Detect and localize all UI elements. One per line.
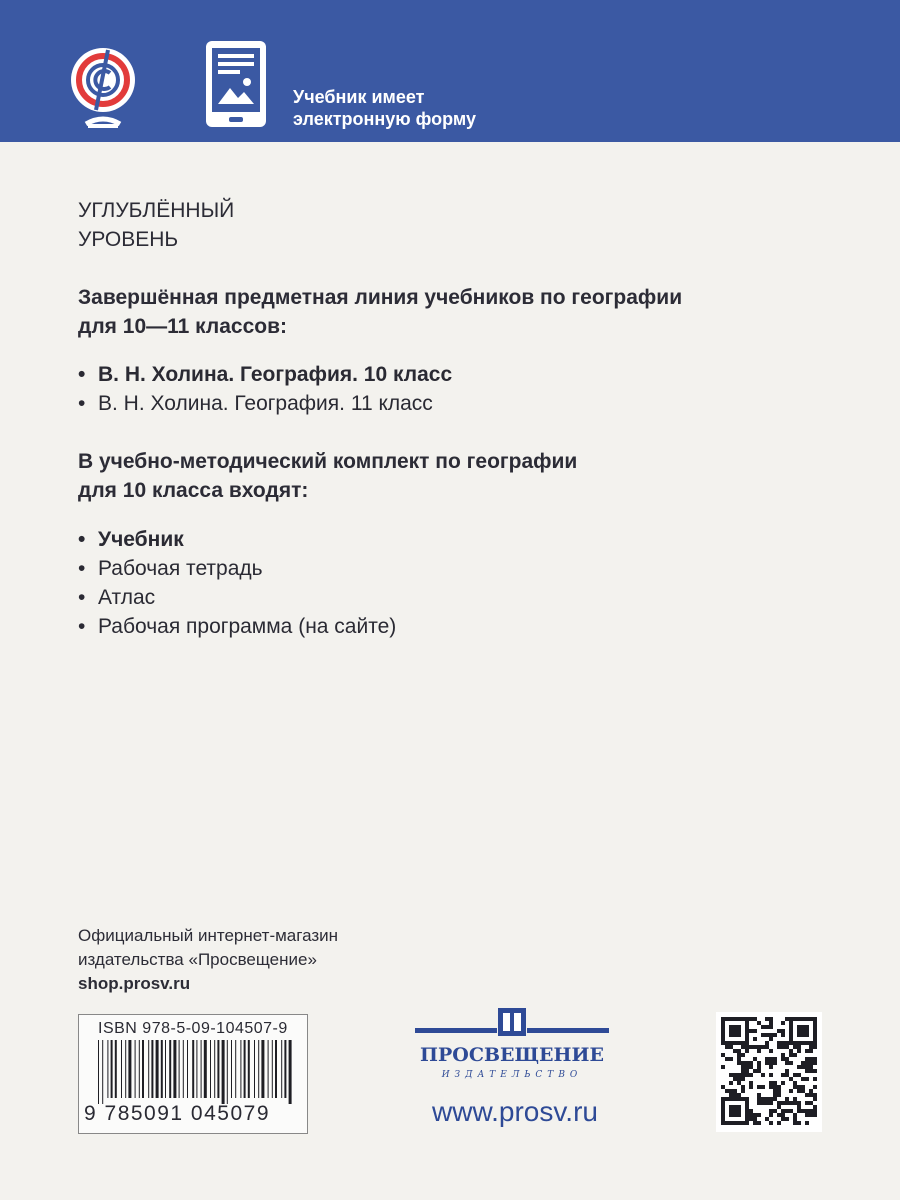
electronic-form-note (293, 86, 476, 130)
eform-line1: Учебник имеет (293, 87, 425, 107)
shop-line1: Официальный интернет-магазин (78, 926, 339, 945)
textbook-line-list (78, 360, 452, 418)
list-item: • В. Н. Холина. География. 10 класс (78, 363, 453, 386)
barcode (96, 1040, 296, 1104)
barcode-digits: 9 785091 045079 (84, 1102, 270, 1125)
level-line2: УРОВЕНЬ (78, 228, 179, 251)
level-label (78, 196, 234, 254)
eform-line2: электронную форму (293, 109, 476, 129)
list-item: • Атлас (78, 586, 156, 609)
level-line1: УГЛУБЛЁННЫЙ (78, 199, 235, 222)
kit-heading-1: В учебно-методический комплект по географии (78, 450, 578, 473)
list-item: • Учебник (78, 528, 184, 551)
line-heading-2: для 10—11 классов: (78, 315, 288, 338)
kit-heading (78, 447, 577, 505)
list-item: • Рабочая программа (на сайте) (78, 615, 397, 638)
shop-info (78, 924, 338, 996)
kit-heading-2: для 10 класса входят: (78, 479, 309, 502)
line-heading (78, 283, 682, 341)
qr-code-icon[interactable] (716, 1012, 822, 1132)
tablet-icon (205, 40, 267, 128)
isbn-label: ISBN 978-5-09-104507-9 (98, 1020, 288, 1037)
publisher-website[interactable]: www.prosv.ru (432, 1096, 598, 1127)
shop-line2: издательства «Просвещение» (78, 950, 317, 969)
standard-emblem-icon (68, 44, 138, 130)
list-item: • В. Н. Холина. География. 11 класс (78, 392, 433, 415)
publisher-subtitle: ИЗДАТЕЛЬСТВО (441, 1070, 583, 1080)
kit-list (78, 525, 396, 641)
line-heading-1: Завершённая предметная линия учебников по географии (78, 286, 683, 309)
publisher-name: ПРОСВЕЩЕНИЕ (420, 1044, 604, 1066)
list-item: • Рабочая тетрадь (78, 557, 263, 580)
shop-url[interactable]: shop.prosv.ru (78, 974, 191, 993)
header-band (0, 0, 900, 142)
